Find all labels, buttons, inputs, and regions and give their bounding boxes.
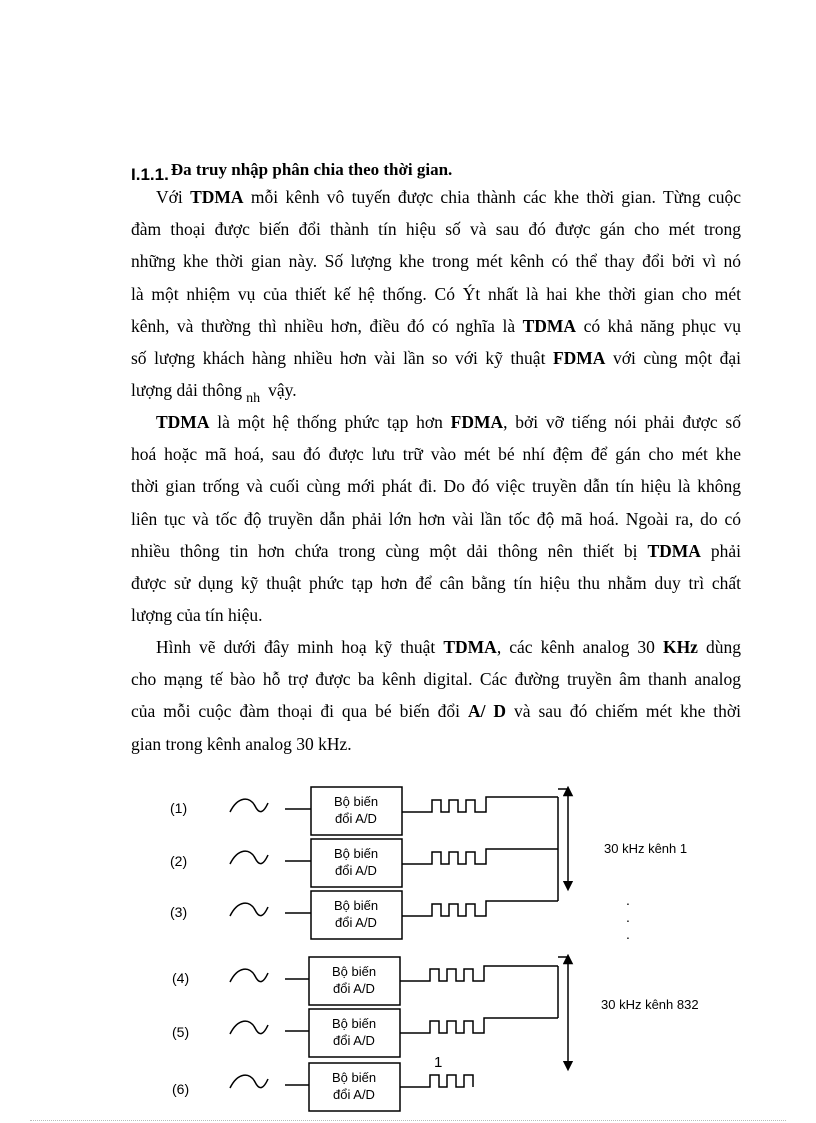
section-number: I.1.1. — [131, 165, 169, 184]
box-text-line2: đổi A/D — [333, 1087, 375, 1102]
input-label: (3) — [170, 904, 188, 920]
text-line: hoá hoặc mã hoá, sau đó được lưu trữ vào mét bé nhí đệm để gán cho mét khe — [131, 444, 741, 465]
input-label: (5) — [172, 1024, 190, 1040]
text-line: đàm thoại được biến đổi thành tín hiệu số và sau đó được gán cho mét trong — [131, 219, 741, 240]
box-text-line1: Bộ biến — [333, 794, 379, 809]
box-text-line1: Bộ biến — [331, 1016, 377, 1031]
analog-wave-icon — [230, 1075, 268, 1088]
box-text-line1: Bộ biến — [333, 846, 379, 861]
input-label: (4) — [172, 970, 190, 986]
text-line: lượng của tín hiệu. — [131, 605, 263, 626]
digital-pulse-train — [400, 1075, 473, 1087]
ellipsis-dot: . — [626, 909, 630, 925]
text-line: cho mạng tế bào hỗ trợ được ba kênh digital. Các đường truyền âm thanh analog — [131, 669, 741, 690]
text-line: được sử dụng kỹ thuật phức tạp hơn để cân bằng tín hiệu thu nhằm duy trì chất — [131, 572, 741, 593]
box-text-line2: đổi A/D — [335, 811, 377, 826]
digital-pulse-train — [402, 797, 558, 812]
box-text-line2: đổi A/D — [333, 981, 375, 996]
box-text-line2: đổi A/D — [335, 863, 377, 878]
analog-wave-icon — [230, 799, 268, 812]
box-text-line1: Bộ biến — [331, 1070, 377, 1085]
ellipsis-dot: . — [626, 926, 630, 942]
digital-pulse-train — [400, 1018, 558, 1033]
text-line: TDMA là một hệ thống phức tạp hơn FDMA, bởi vỡ tiếng nói phải được số — [156, 412, 741, 432]
text-line: của mỗi cuộc đàm thoại đi qua bé biến đổi A/ D và sau đó chiếm mét khe thời — [131, 701, 742, 722]
text-line: là một nhiệm vụ của thiết kế hệ thống. Có Ýt nhất là hai khe thời gian cho mét — [131, 283, 741, 304]
text-line: những khe thời gian này. Số lượng khe trong mét kênh có thể thay đổi bởi vì nó — [131, 251, 741, 272]
diagram-row-1 — [170, 787, 558, 835]
channel-832-label: 30 kHz kênh 832 — [601, 997, 699, 1012]
text-line: liên tục và tốc độ truyền dẫn phải lớn hơn vài lần tốc độ mã hoá. Ngoài ra, do có — [131, 508, 741, 529]
diagram-row-3 — [170, 891, 558, 939]
analog-wave-icon — [230, 851, 268, 864]
diagram-row-2 — [170, 839, 558, 887]
text-line: kênh, và thường thì nhiều hơn, điều đó có nghĩa là TDMA có khả năng phục vụ — [131, 315, 741, 336]
digital-pulse-train — [400, 966, 558, 981]
analog-wave-icon — [230, 969, 268, 982]
input-label: (2) — [170, 853, 188, 869]
input-label: (6) — [172, 1081, 190, 1097]
analog-wave-icon — [230, 903, 268, 916]
digital-pulse-train — [402, 901, 558, 916]
text-line: thời gian trống và cuối cùng mới phát đi. Do đó việc truyền dẫn tín hiệu là không — [131, 476, 741, 497]
text-line: gian trong kênh analog 30 kHz. — [131, 733, 352, 754]
text-line: lượng dải thông $_{nh}$ vậy. — [131, 380, 297, 407]
box-text-line1: Bộ biến — [331, 964, 377, 979]
text-line: Với TDMA mỗi kênh vô tuyến được chia thành các khe thời gian. Từng cuộc — [156, 187, 741, 207]
diagram-row-5 — [172, 1009, 558, 1057]
analog-wave-icon — [230, 1021, 268, 1034]
channel-1-label: 30 kHz kênh 1 — [604, 841, 688, 856]
box-text-line2: đổi A/D — [333, 1033, 375, 1048]
diagram-row-4 — [172, 957, 558, 1005]
ellipsis-dot: . — [626, 892, 630, 908]
diagram-row-6 — [172, 1054, 473, 1111]
box-text-line1: Bộ biến — [333, 898, 379, 913]
box-text-line2: đổi A/D — [335, 915, 377, 930]
text-line: Hình vẽ dưới đây minh hoạ kỹ thuật TDMA, các kênh analog 30 KHz dùng — [156, 637, 742, 657]
slot-marker: 1 — [434, 1054, 443, 1071]
page-bottom-divider — [30, 1120, 786, 1121]
digital-pulse-train — [402, 849, 558, 864]
text-line: số lượng khách hàng nhiều hơn vài lần so với kỹ thuật FDMA với cùng một đại — [131, 347, 741, 368]
text-line: nhiều thông tin hơn chứa trong cùng một dải thông nên thiết bị TDMA phải — [131, 540, 741, 561]
input-label: (1) — [170, 800, 188, 816]
section-title: Đa truy nhập phân chia theo thời gian. — [170, 160, 453, 179]
